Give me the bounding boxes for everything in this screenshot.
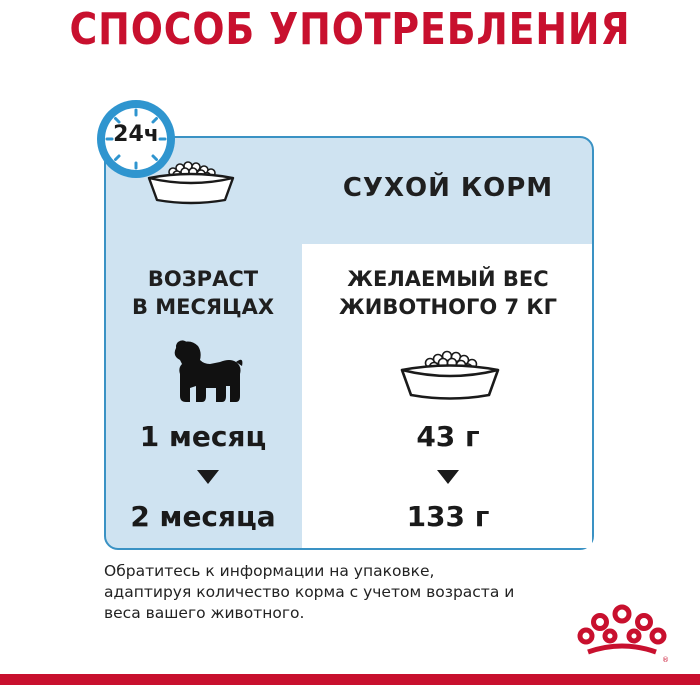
weight-column-header: ЖЕЛАЕМЫЙ ВЕС ЖИВОТНОГО 7 КГ — [339, 267, 557, 319]
usage-note: Обратитесь к информации на упаковке, адаптируя количество корма с учетом возраста и веса вашего животного. — [104, 562, 515, 622]
puppy-icon — [170, 338, 244, 404]
food-bowl-icon — [145, 158, 237, 206]
food-bowl-icon — [398, 348, 502, 402]
bottom-brand-bar — [0, 674, 700, 685]
dry-food-label: СУХОЙ КОРМ — [342, 173, 554, 203]
amount-arrow-down-icon — [437, 470, 459, 484]
age-column-header: ВОЗРАСТ В МЕСЯЦАХ — [131, 267, 275, 319]
age-start: 1 месяц — [139, 420, 267, 453]
amount-end: 133 г — [406, 500, 490, 533]
page-title: СПОСОБ УПОТРЕБЛЕНИЯ — [69, 4, 631, 55]
age-arrow-down-icon — [197, 470, 219, 484]
svg-text:®: ® — [662, 656, 669, 664]
age-end: 2 месяца — [130, 500, 276, 533]
royal-canin-crown-logo — [576, 602, 668, 664]
amount-start: 43 г — [416, 420, 480, 453]
clock-label: 24ч — [113, 122, 159, 147]
